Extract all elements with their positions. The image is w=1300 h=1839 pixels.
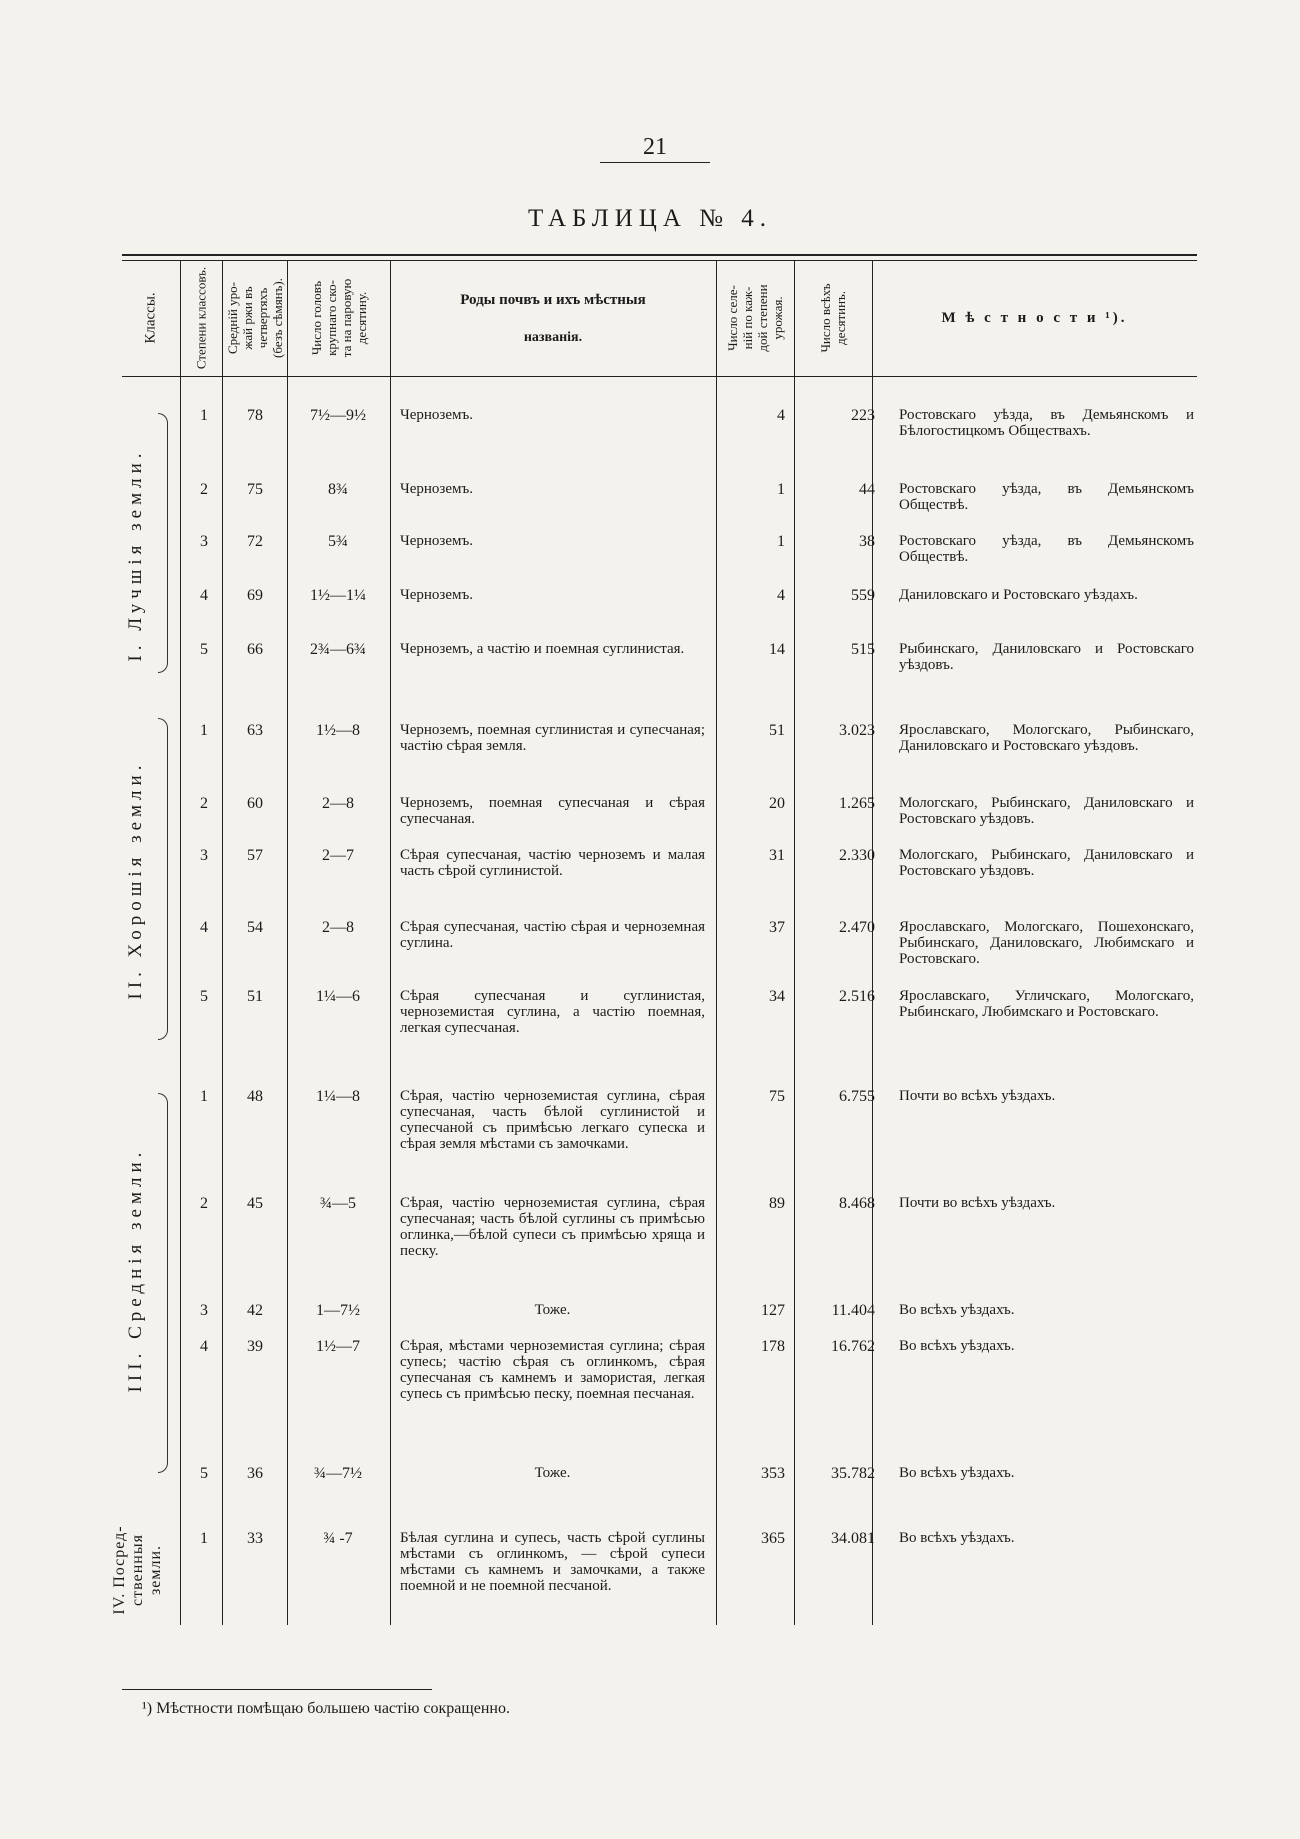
header-desyatin: Число всѣхъ десятинъ. xyxy=(818,283,848,353)
cattle-cell: 2—8 xyxy=(322,795,354,812)
acres-cell: 223 xyxy=(851,407,875,424)
localities-cell: Почти во всѣхъ уѣздахъ. xyxy=(899,1195,1056,1211)
degree-cell: 1 xyxy=(200,722,208,739)
degree-cell: 2 xyxy=(200,795,208,812)
villages-cell: 4 xyxy=(777,407,785,424)
table-row xyxy=(0,1195,1300,1285)
acres-cell: 11.404 xyxy=(831,1302,875,1319)
localities-cell: Во всѣхъ уѣздахъ. xyxy=(899,1465,1015,1481)
table-row xyxy=(0,1338,1300,1448)
acres-cell: 2.470 xyxy=(839,919,875,936)
cattle-cell: 1—7½ xyxy=(316,1302,360,1319)
soil-cell: Черноземъ, поемная суглинистая и супесчаная; частію сѣрая земля. xyxy=(400,722,705,754)
cattle-cell: 1¼—8 xyxy=(316,1088,360,1105)
acres-cell: 44 xyxy=(859,481,875,498)
degree-cell: 5 xyxy=(200,641,208,658)
degree-cell: 2 xyxy=(200,1195,208,1212)
table-top-rule xyxy=(122,254,1197,256)
yield-cell: 51 xyxy=(247,988,263,1005)
soil-cell: Сѣрая, частію черноземистая суглина, сѣрая супесчаная; часть бѣлой суглины съ примѣсью оглинка,—бѣлой супеси съ примѣсью хряща и песку. xyxy=(400,1195,705,1259)
acres-cell: 2.330 xyxy=(839,847,875,864)
acres-cell: 8.468 xyxy=(839,1195,875,1212)
class-label-3: III. Среднія земли. xyxy=(125,1147,146,1393)
yield-cell: 45 xyxy=(247,1195,263,1212)
table-top-rule-thin xyxy=(122,260,1197,261)
localities-cell: Рыбинскаго, Даниловскаго и Ростовскаго уѣздовъ. xyxy=(899,641,1194,673)
cattle-cell: 1¼—6 xyxy=(316,988,360,1005)
villages-cell: 4 xyxy=(777,587,785,604)
villages-cell: 127 xyxy=(761,1302,785,1319)
localities-cell: Мологскаго, Рыбинскаго, Даниловскаго и Ростовскаго уѣздовъ. xyxy=(899,847,1194,879)
class-label-1: I. Лучшія земли. xyxy=(125,448,146,662)
yield-cell: 36 xyxy=(247,1465,263,1482)
cattle-cell: 1½—7 xyxy=(316,1338,360,1355)
soil-cell: Сѣрая супесчаная и суглинистая, черноземистая суглина, а частію поемная, легкая супесчаная. xyxy=(400,988,705,1036)
localities-cell: Ярославскаго, Угличскаго, Мологскаго, Рыбинскаго, Любимскаго и Ростовскаго. xyxy=(899,988,1194,1020)
yield-cell: 66 xyxy=(247,641,263,658)
villages-cell: 34 xyxy=(769,988,785,1005)
header-urozhai: Средній уро- жай ржи въ четвертяхъ (безъ сѣмянъ). xyxy=(224,278,285,358)
footnote-rule xyxy=(122,1689,432,1690)
cattle-cell: 2—7 xyxy=(322,847,354,864)
table-row xyxy=(0,847,1300,907)
degree-cell: 1 xyxy=(200,1088,208,1105)
degree-cell: 1 xyxy=(200,407,208,424)
degree-cell: 2 xyxy=(200,481,208,498)
acres-cell: 3.023 xyxy=(839,722,875,739)
soil-cell: Сѣрая супесчаная, частію сѣрая и черноземная суглина. xyxy=(400,919,705,951)
acres-cell: 6.755 xyxy=(839,1088,875,1105)
acres-cell: 16.762 xyxy=(831,1338,875,1355)
localities-cell: Ярославскаго, Мологскаго, Пошехонскаго, Рыбинскаго, Даниловскаго, Любимскаго и Ростовскаго. xyxy=(899,919,1194,967)
header-stepeni: Степени классовъ. xyxy=(193,266,209,370)
cattle-cell: 8¾ xyxy=(328,481,348,498)
table-row xyxy=(0,919,1300,979)
soil-cell: Сѣрая, мѣстами черноземистая суглина; сѣрая супесь; частію сѣрая съ оглинкомъ, сѣрая супесчаная съ камнемъ и замористая, легкая супесь съ примѣсью песку, поемная песчаная. xyxy=(400,1338,705,1402)
villages-cell: 51 xyxy=(769,722,785,739)
villages-cell: 353 xyxy=(761,1465,785,1482)
cattle-cell: 1½—8 xyxy=(316,722,360,739)
degree-cell: 1 xyxy=(200,1530,208,1547)
yield-cell: 48 xyxy=(247,1088,263,1105)
yield-cell: 72 xyxy=(247,533,263,550)
yield-cell: 75 xyxy=(247,481,263,498)
acres-cell: 1.265 xyxy=(839,795,875,812)
yield-cell: 42 xyxy=(247,1302,263,1319)
header-selenii: Число селе- ній по каж- дой степени урожая. xyxy=(725,284,785,352)
soil-cell: Сѣрая, частію черноземистая суглина, сѣрая супесчаная, часть бѣлой суглинистой и супесчаной съ примѣсью легкаго супеска и сѣрая земля мѣстами съ замочками. xyxy=(400,1088,705,1152)
header-bottom-rule xyxy=(122,376,1197,377)
acres-cell: 2.516 xyxy=(839,988,875,1005)
villages-cell: 20 xyxy=(769,795,785,812)
table-row xyxy=(0,641,1300,681)
degree-cell: 3 xyxy=(200,533,208,550)
degree-cell: 5 xyxy=(200,1465,208,1482)
acres-cell: 38 xyxy=(859,533,875,550)
villages-cell: 178 xyxy=(761,1338,785,1355)
cattle-cell: ¾ -7 xyxy=(323,1530,353,1547)
table-row xyxy=(0,988,1300,1048)
soil-cell: Черноземъ, а частію и поемная суглинистая. xyxy=(400,641,685,657)
table-row xyxy=(0,1088,1300,1178)
villages-cell: 37 xyxy=(769,919,785,936)
table-row xyxy=(0,481,1300,521)
acres-cell: 515 xyxy=(851,641,875,658)
table-row xyxy=(0,1302,1300,1326)
villages-cell: 89 xyxy=(769,1195,785,1212)
acres-cell: 559 xyxy=(851,587,875,604)
table-title: ТАБЛИЦА № 4. xyxy=(527,205,773,232)
soil-cell: Черноземъ. xyxy=(400,481,474,497)
page-number-rule xyxy=(600,162,710,163)
yield-cell: 54 xyxy=(247,919,263,936)
yield-cell: 63 xyxy=(247,722,263,739)
class-label-2: II. Хорошія земли. xyxy=(125,760,146,1000)
degree-cell: 3 xyxy=(200,1302,208,1319)
cattle-cell: 2¾—6¾ xyxy=(310,641,366,658)
localities-cell: Ростовскаго уѣзда, въ Демьянскомъ и Бѣлогостицкомъ Обществахъ. xyxy=(899,407,1194,439)
soil-cell: Тоже. xyxy=(534,1465,571,1481)
yield-cell: 33 xyxy=(247,1530,263,1547)
header-rody-line2: названія. xyxy=(523,330,583,345)
header-klass: Классы. xyxy=(142,292,159,344)
localities-cell: Почти во всѣхъ уѣздахъ. xyxy=(899,1088,1056,1104)
header-skot: Число головъ крупнаго ско- та на паровую десятину. xyxy=(308,278,369,358)
cattle-cell: 5¾ xyxy=(328,533,348,550)
cattle-cell: ¾—7½ xyxy=(314,1465,362,1482)
acres-cell: 35.782 xyxy=(831,1465,875,1482)
degree-cell: 3 xyxy=(200,847,208,864)
table-row xyxy=(0,1530,1300,1620)
localities-cell: Ярославскаго, Мологскаго, Рыбинскаго, Даниловскаго и Ростовскаго уѣздовъ. xyxy=(899,722,1194,754)
localities-cell: Во всѣхъ уѣздахъ. xyxy=(899,1338,1015,1354)
cattle-cell: 2—8 xyxy=(322,919,354,936)
class-label-4: IV. Посред- ственныя земли. xyxy=(111,1525,164,1615)
soil-cell: Тоже. xyxy=(534,1302,571,1318)
table-row xyxy=(0,587,1300,627)
table-row xyxy=(0,795,1300,835)
degree-cell: 4 xyxy=(200,1338,208,1355)
yield-cell: 78 xyxy=(247,407,263,424)
soil-cell: Черноземъ. xyxy=(400,407,474,423)
villages-cell: 31 xyxy=(769,847,785,864)
villages-cell: 1 xyxy=(777,481,785,498)
villages-cell: 1 xyxy=(777,533,785,550)
soil-cell: Бѣлая суглина и супесь, часть сѣрой суглины мѣстами съ оглинкомъ, — сѣрой супеси мѣстами съ камнемъ и замочками, а также поемной и не поемной песчаной. xyxy=(400,1530,705,1594)
cattle-cell: 7½—9½ xyxy=(310,407,366,424)
header-rody-line1: Роды почвъ и ихъ мѣстныя xyxy=(460,292,646,308)
cattle-cell: 1½—1¼ xyxy=(310,587,366,604)
soil-cell: Черноземъ, поемная супесчаная и сѣрая супесчаная. xyxy=(400,795,705,827)
localities-cell: Мологскаго, Рыбинскаго, Даниловскаго и Ростовскаго уѣздовъ. xyxy=(899,795,1194,827)
degree-cell: 4 xyxy=(200,919,208,936)
table-row xyxy=(0,407,1300,467)
cattle-cell: ¾—5 xyxy=(320,1195,356,1212)
yield-cell: 60 xyxy=(247,795,263,812)
localities-cell: Даниловскаго и Ростовскаго уѣздахъ. xyxy=(899,587,1138,603)
page-number: 21 xyxy=(643,134,667,160)
yield-cell: 69 xyxy=(247,587,263,604)
villages-cell: 14 xyxy=(769,641,785,658)
localities-cell: Во всѣхъ уѣздахъ. xyxy=(899,1530,1015,1546)
soil-cell: Сѣрая супесчаная, частію черноземъ и малая часть сѣрой суглинистой. xyxy=(400,847,705,879)
yield-cell: 39 xyxy=(247,1338,263,1355)
table-row xyxy=(0,533,1300,573)
header-mestnosti: М ѣ с т н о с т и ¹). xyxy=(941,310,1128,326)
yield-cell: 57 xyxy=(247,847,263,864)
table-row xyxy=(0,722,1300,782)
table-row xyxy=(0,1465,1300,1489)
localities-cell: Во всѣхъ уѣздахъ. xyxy=(899,1302,1015,1318)
footnote: ¹) Мѣстности помѣщаю большею частію сокращенно. xyxy=(142,1700,510,1717)
degree-cell: 4 xyxy=(200,587,208,604)
villages-cell: 365 xyxy=(761,1530,785,1547)
localities-cell: Ростовскаго уѣзда, въ Демьянскомъ Обществѣ. xyxy=(899,533,1194,565)
soil-cell: Черноземъ. xyxy=(400,587,474,603)
villages-cell: 75 xyxy=(769,1088,785,1105)
soil-cell: Черноземъ. xyxy=(400,533,474,549)
degree-cell: 5 xyxy=(200,988,208,1005)
localities-cell: Ростовскаго уѣзда, въ Демьянскомъ Обществѣ. xyxy=(899,481,1194,513)
acres-cell: 34.081 xyxy=(831,1530,875,1547)
